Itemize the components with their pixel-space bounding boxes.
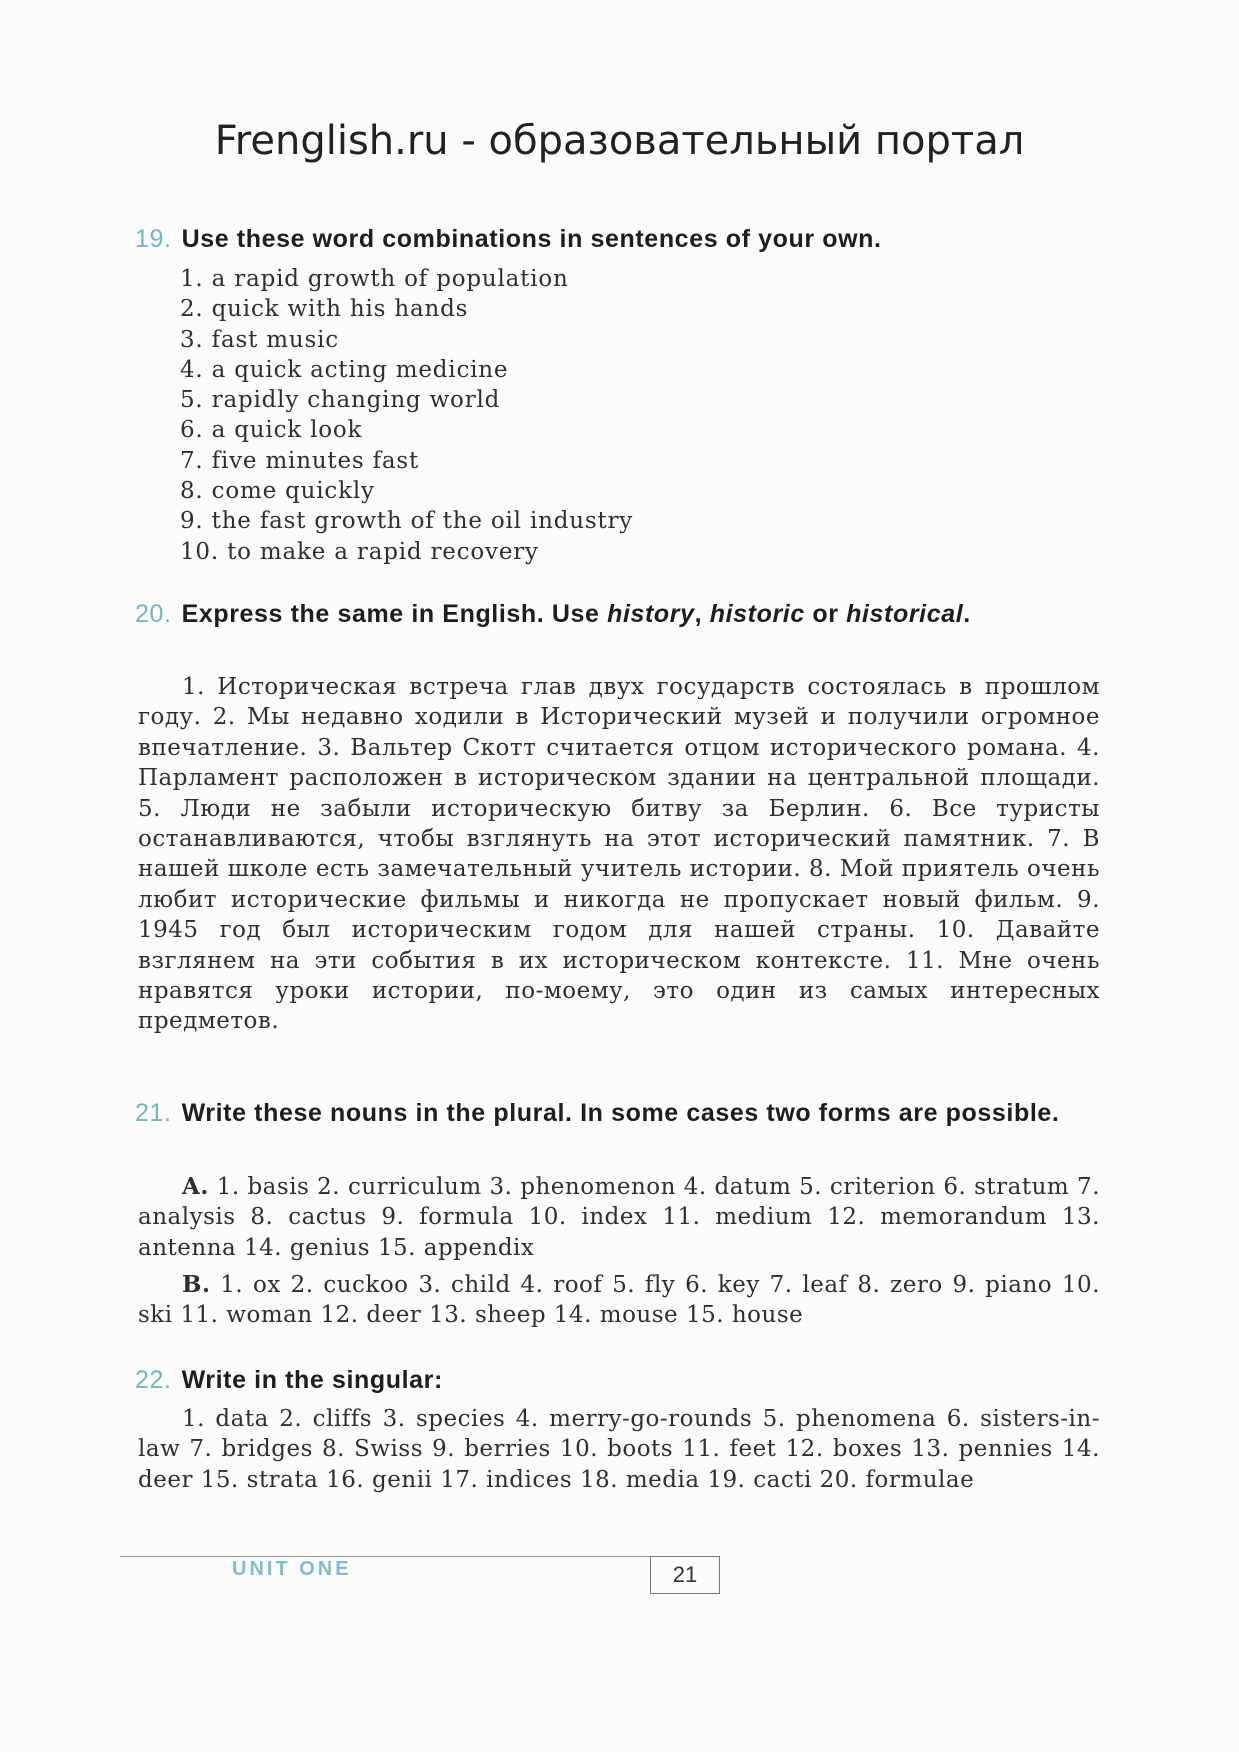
- exercise-22-heading: [135, 1363, 1100, 1398]
- list-item: 9. the fast growth of the oil industry: [180, 508, 634, 535]
- exercise-21-part-a: [138, 1172, 1100, 1263]
- list-item: 8. come quickly: [180, 478, 375, 505]
- exercise-instruction: Use these word combinations in sentences of your own.: [181, 225, 882, 253]
- exercise-20-heading: [135, 597, 1100, 632]
- exercise-19-heading: [135, 222, 1100, 257]
- exercise-22-text: 1. data 2. cliffs 3. species 4. merry-go-rounds 5. phenomena 6. sisters-in-law 7. bridges 8. Swiss 9. berries 10. boots 11. feet 12. boxes 13. pennies 14. deer 15. strata 16. genii 17. indices 18. media 19. cacti 20. formulae: [138, 1406, 1100, 1493]
- exercise-number: 22.: [135, 1366, 172, 1394]
- exercise-number: 19.: [135, 225, 172, 253]
- list-item: 6. a quick look: [180, 417, 363, 444]
- exercise-19-list: [180, 264, 633, 567]
- list-item: 7. five minutes fast: [180, 447, 420, 474]
- part-text: 1. basis 2. curriculum 3. phenomenon 4. datum 5. criterion 6. stratum 7. analysis 8. cactus 9. formula 10. index 11. medium 12. memorandum 13. antenna 14. genius 15. appendix: [138, 1174, 1101, 1261]
- exercise-instruction: Write in the singular:: [181, 1366, 443, 1394]
- footer-unit-label: UNIT ONE: [232, 1558, 352, 1580]
- list-item: 10. to make a rapid recovery: [180, 538, 539, 565]
- list-item: 5. rapidly changing world: [180, 387, 501, 414]
- page-title: Frenglish.ru - образовательный портал: [214, 118, 1025, 164]
- list-item: 3. fast music: [180, 326, 339, 353]
- list-item: 4. a quick acting medicine: [180, 356, 509, 383]
- part-text: 1. ox 2. cuckoo 3. child 4. roof 5. fly 6. key 7. leaf 8. zero 9. piano 10. ski 11. woman 12. deer 13. sheep 14. mouse 15. house: [138, 1272, 1101, 1329]
- page-number: 21: [650, 1556, 720, 1594]
- exercise-number: 21.: [135, 1099, 172, 1127]
- exercise-instruction: Write these nouns in the plural. In some cases two forms are possible.: [181, 1099, 1060, 1127]
- part-label: B.: [182, 1271, 211, 1298]
- exercise-number: 20.: [135, 600, 172, 628]
- exercise-instruction: Express the same in English. Use history, historic or historical.: [181, 600, 971, 628]
- exercise-20-text: 1. Историческая встреча глав двух государств состоялась в прошлом году. 2. Мы недавно ходили в Исторический музей и получили огромное впечатление. 3. Вальтер Скотт считается отцом исторического романа. 4. Парламент расположен в историческом здании на центральной площади. 5. Люди не забыли историческую битву за Берлин. 6. Все туристы останавливаются, чтобы взглянуть на этот исторический памятник. 7. В нашей школе есть замечательный учитель истории. 8. Мой приятель очень любит исторические фильмы и никогда не пропускает новый фильм. 9. 1945 год был историческим годом для нашей страны. 10. Давайте взглянем на эти события в их историческом контексте. 11. Мне очень нравятся уроки истории, по-моему, это один из самых интересных предметов.: [138, 674, 1100, 1035]
- exercise-21-heading: [135, 1096, 1100, 1131]
- list-item: 2. quick with his hands: [180, 296, 469, 323]
- exercise-21-part-b: [138, 1270, 1100, 1331]
- list-item: 1. a rapid growth of population: [180, 266, 569, 292]
- footer-divider: [120, 1556, 650, 1557]
- part-label: A.: [182, 1173, 209, 1200]
